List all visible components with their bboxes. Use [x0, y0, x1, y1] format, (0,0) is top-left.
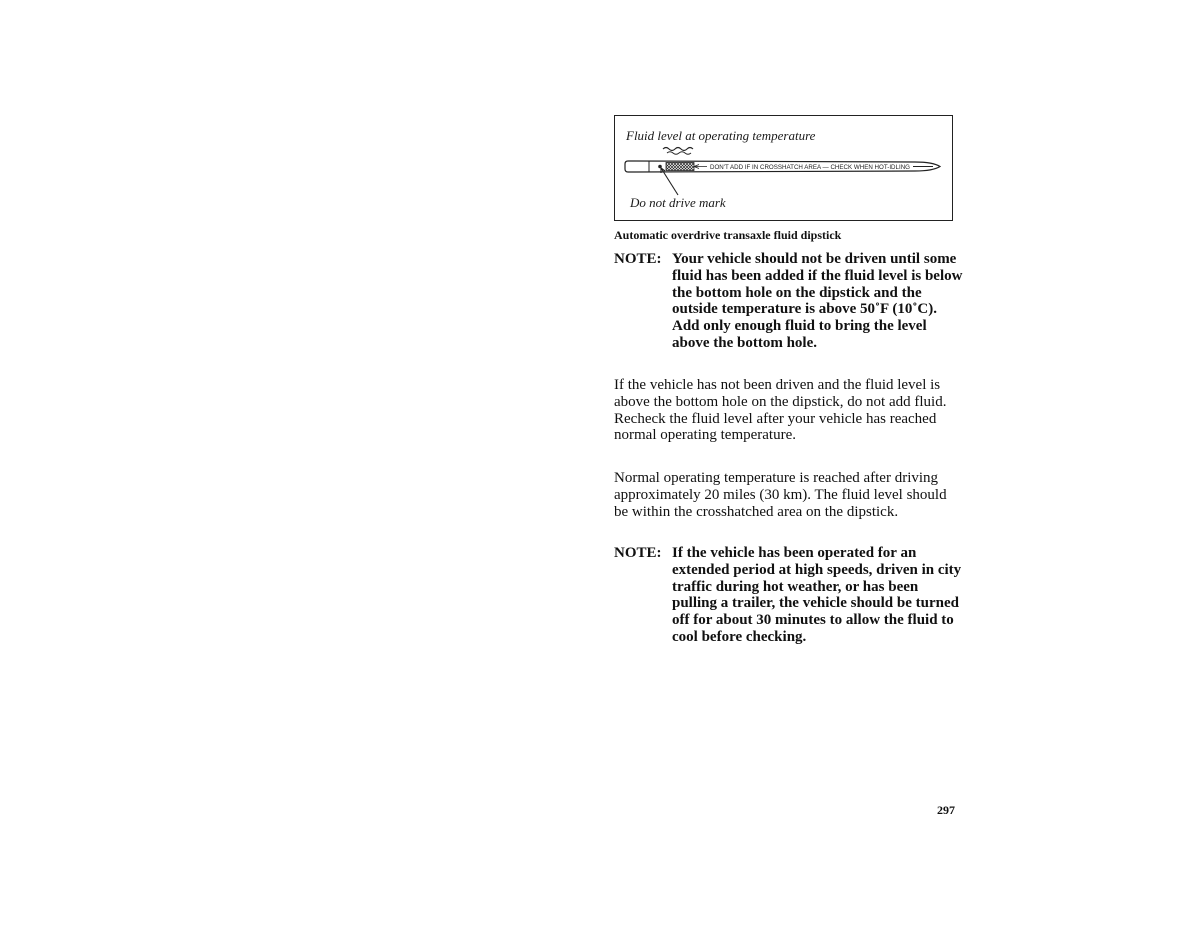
leader-arrow	[694, 165, 707, 169]
fluid-level-label: Fluid level at operating temperature	[626, 128, 816, 143]
note-label: NOTE:	[614, 545, 662, 561]
fluid-level-wave-mark-2	[667, 152, 691, 155]
note-text: Your vehicle should not be driven until some fluid has been added if the fluid level is below the bottom hole on the dipstick and the outside temperature is above 50˚F (10˚C). Add only enough fluid to bring the level above the bottom hole.	[672, 251, 963, 351]
dipstick-figure	[614, 115, 953, 221]
dipstick-warning-text: DON'T ADD IF IN CROSSHATCH AREA — CHECK WHEN HOT-IDLING	[710, 164, 910, 171]
paragraph-not-driven: If the vehicle has not been driven and the fluid level is above the bottom hole on the dipstick, do not add fluid. Recheck the fluid level after your vehicle has reached normal operating temperature.	[614, 377, 947, 444]
note-text: If the vehicle has been operated for an extended period at high speeds, driven in city traffic during hot weather, or has been pulling a trailer, the vehicle should be turned off for about 30 minutes to allow the fluid to cool before checking.	[672, 545, 962, 645]
note-block-1	[614, 251, 964, 352]
fluid-level-wave-mark	[663, 148, 693, 151]
note-label: NOTE:	[614, 251, 662, 267]
figure-caption: Automatic overdrive transaxle fluid dipstick	[614, 228, 842, 242]
do-not-drive-label: Do not drive mark	[630, 195, 726, 210]
crosshatch-area	[666, 163, 694, 171]
note-block-2	[614, 545, 964, 646]
page-number: 297	[937, 803, 955, 817]
dipstick-handle	[625, 161, 635, 172]
paragraph-operating-temperature: Normal operating temperature is reached after driving approximately 20 miles (30 km). The fluid level should be within the crosshatched area on the dipstick.	[614, 470, 947, 520]
